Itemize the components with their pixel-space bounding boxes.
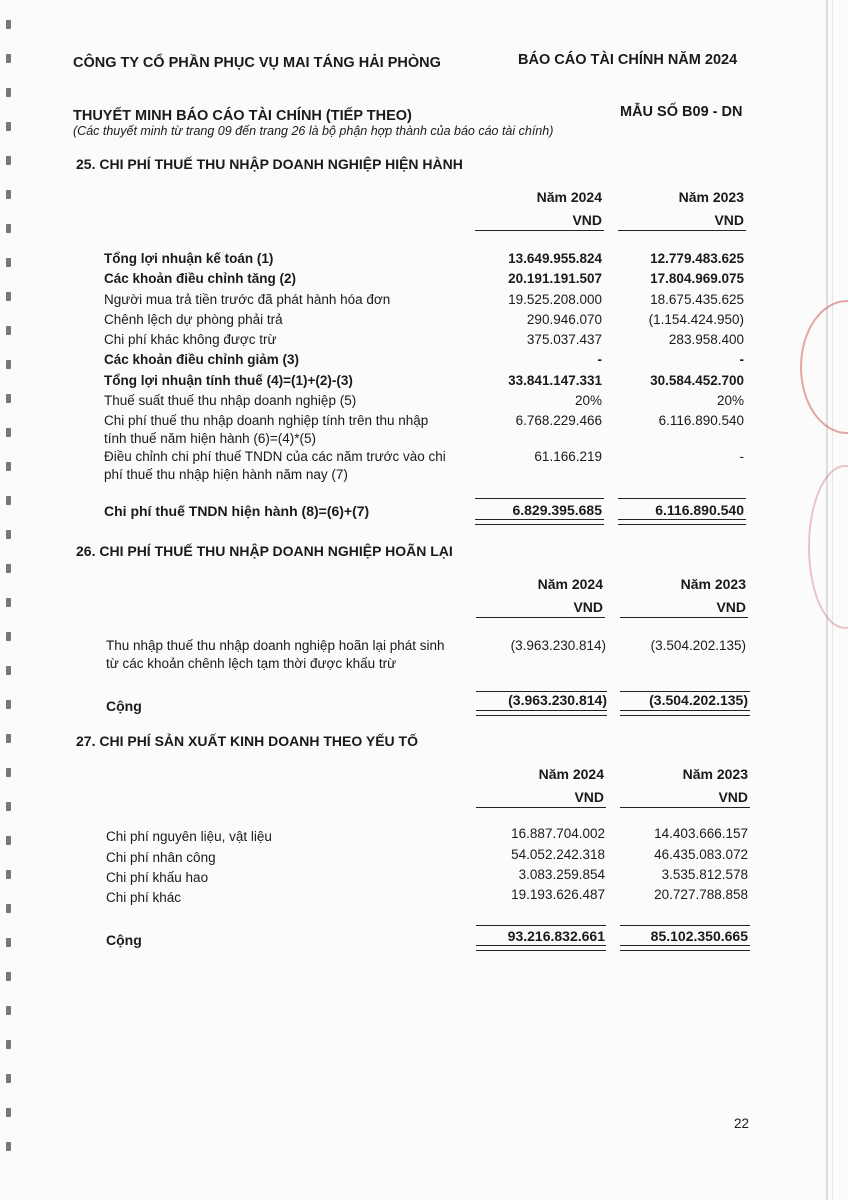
column-header-2024: Năm 2024 xyxy=(538,766,604,782)
binding-ring xyxy=(6,972,11,981)
binding-ring xyxy=(6,1074,11,1083)
binding-ring xyxy=(6,768,11,777)
column-header-2023: Năm 2023 xyxy=(682,766,748,782)
value-2023: 14.403.666.157 xyxy=(654,826,748,841)
red-seal-stamp xyxy=(808,465,848,629)
section-25-title: 25. CHI PHÍ THUẾ THU NHẬP DOANH NGHIỆP HIỆN HÀNH xyxy=(76,156,463,172)
form-number: MẪU SỐ B09 - DN xyxy=(620,104,743,120)
total-2023: 85.102.350.665 xyxy=(650,928,748,944)
value-2024: 54.052.242.318 xyxy=(511,847,605,862)
row-label: Chi phí khấu hao xyxy=(106,870,209,885)
value-2024: 19.193.626.487 xyxy=(511,887,605,902)
total-line xyxy=(476,925,606,926)
column-unit-2024: VND xyxy=(572,212,602,228)
value-2023: 20.727.788.858 xyxy=(654,887,748,902)
total-2024: 93.216.832.661 xyxy=(507,928,605,944)
binding-ring xyxy=(6,836,11,845)
total-2024: (3.963.230.814) xyxy=(508,692,607,708)
binding-ring xyxy=(6,190,11,199)
binding-ring xyxy=(6,20,11,29)
column-unit-2023: VND xyxy=(718,789,748,805)
company-name: CÔNG TY CỔ PHẦN PHỤC VỤ MAI TÁNG HẢI PHÒNG xyxy=(73,55,441,71)
value-2023: 18.675.435.625 xyxy=(650,292,744,307)
section-26-title: 26. CHI PHÍ THUẾ THU NHẬP DOANH NGHIỆP HOÃN LẠI xyxy=(76,543,453,559)
row-label: Người mua trả tiền trước đã phát hành hóa đơn xyxy=(104,292,391,307)
row-label: Chi phí khác không được trừ xyxy=(104,332,277,347)
value-2023: 30.584.452.700 xyxy=(650,373,744,388)
value-2023: 12.779.483.625 xyxy=(650,251,744,266)
binding-ring xyxy=(6,122,11,131)
binding-ring xyxy=(6,156,11,165)
binding-ring xyxy=(6,462,11,471)
binding-ring xyxy=(6,224,11,233)
value-2024: 20% xyxy=(574,393,602,408)
value-2024: (3.963.230.814) xyxy=(510,638,606,653)
value-2023: 17.804.969.075 xyxy=(650,271,744,286)
double-underline xyxy=(476,710,607,716)
row-label: tính thuế năm hiện hành (6)=(4)*(5) xyxy=(104,431,316,446)
column-header-2023: Năm 2023 xyxy=(680,576,746,592)
value-2023: (1.154.424.950) xyxy=(648,312,744,327)
red-seal-stamp xyxy=(800,300,848,434)
column-unit-2023: VND xyxy=(714,212,744,228)
total-line xyxy=(475,498,604,499)
binding-ring xyxy=(6,1006,11,1015)
column-header-2024: Năm 2024 xyxy=(537,576,603,592)
row-label: Các khoản điều chỉnh giảm (3) xyxy=(104,352,300,367)
value-2023: - xyxy=(739,449,744,464)
value-2023: 283.958.400 xyxy=(668,332,744,347)
row-label: Thu nhập thuế thu nhập doanh nghiệp hoãn lại phát sinh xyxy=(106,638,445,653)
total-2023: (3.504.202.135) xyxy=(649,692,748,708)
spiral-binding xyxy=(0,20,16,1180)
row-label: Chênh lệch dự phòng phải trả xyxy=(104,312,283,327)
double-underline xyxy=(476,945,606,951)
binding-ring xyxy=(6,326,11,335)
binding-ring xyxy=(6,938,11,947)
binding-ring xyxy=(6,292,11,301)
notes-title: THUYẾT MINH BÁO CÁO TÀI CHÍNH (TIẾP THEO) xyxy=(73,108,412,124)
row-label: phí thuế thu nhập hiện hành năm nay (7) xyxy=(104,467,348,482)
binding-ring xyxy=(6,564,11,573)
total-label: Cộng xyxy=(106,698,142,714)
column-underline xyxy=(618,230,746,231)
row-label: Các khoản điều chỉnh tăng (2) xyxy=(104,271,297,286)
value-2024: 375.037.437 xyxy=(526,332,602,347)
total-line xyxy=(618,498,746,499)
page-number: 22 xyxy=(734,1116,750,1131)
row-label: Chi phí thuế thu nhập doanh nghiệp tính trên thu nhập xyxy=(104,413,429,428)
binding-ring xyxy=(6,88,11,97)
column-underline xyxy=(475,230,604,231)
row-label: Tổng lợi nhuận kế toán (1) xyxy=(104,251,274,266)
binding-ring xyxy=(6,700,11,709)
notes-subtitle: (Các thuyết minh từ trang 09 đến trang 26 là bộ phận hợp thành của báo cáo tài chính) xyxy=(73,124,554,138)
column-unit-2024: VND xyxy=(574,789,604,805)
double-underline xyxy=(475,519,604,525)
row-label: từ các khoản chênh lệch tạm thời được khấu trừ xyxy=(106,656,397,671)
double-underline xyxy=(620,710,750,716)
value-2023: 6.116.890.540 xyxy=(658,413,744,428)
total-label: Cộng xyxy=(106,932,142,948)
column-header-2023: Năm 2023 xyxy=(678,189,744,205)
value-2024: - xyxy=(597,352,602,367)
binding-ring xyxy=(6,734,11,743)
row-label: Thuế suất thuế thu nhập doanh nghiệp (5) xyxy=(104,393,357,408)
total-2023: 6.116.890.540 xyxy=(655,502,744,518)
binding-ring xyxy=(6,904,11,913)
column-underline xyxy=(476,617,605,618)
binding-ring xyxy=(6,496,11,505)
row-label: Chi phí nhân công xyxy=(106,850,216,865)
binding-ring xyxy=(6,870,11,879)
report-title: BÁO CÁO TÀI CHÍNH NĂM 2024 xyxy=(518,52,738,68)
binding-ring xyxy=(6,666,11,675)
binding-ring xyxy=(6,632,11,641)
row-label: Điều chỉnh chi phí thuế TNDN của các năm trước vào chi xyxy=(104,449,446,464)
total-2024: 6.829.395.685 xyxy=(512,502,602,518)
value-2024: 6.768.229.466 xyxy=(515,413,602,428)
binding-ring xyxy=(6,360,11,369)
value-2024: 20.191.191.507 xyxy=(508,271,602,286)
column-underline xyxy=(476,807,606,808)
value-2024: 61.166.219 xyxy=(534,449,602,464)
value-2024: 16.887.704.002 xyxy=(511,826,605,841)
binding-ring xyxy=(6,1040,11,1049)
row-label: Chi phí nguyên liệu, vật liệu xyxy=(106,829,272,844)
binding-ring xyxy=(6,598,11,607)
value-2024: 19.525.208.000 xyxy=(508,292,602,307)
value-2024: 33.841.147.331 xyxy=(508,373,602,388)
binding-ring xyxy=(6,54,11,63)
total-line xyxy=(620,925,750,926)
binding-ring xyxy=(6,1108,11,1117)
value-2023: (3.504.202.135) xyxy=(650,638,746,653)
value-2024: 3.083.259.854 xyxy=(518,867,605,882)
column-unit-2023: VND xyxy=(716,599,746,615)
value-2023: 3.535.812.578 xyxy=(661,867,748,882)
value-2023: - xyxy=(739,352,744,367)
column-header-2024: Năm 2024 xyxy=(536,189,602,205)
value-2023: 46.435.083.072 xyxy=(654,847,748,862)
binding-ring xyxy=(6,394,11,403)
binding-ring xyxy=(6,1142,11,1151)
value-2023: 20% xyxy=(716,393,744,408)
column-underline xyxy=(620,807,750,808)
column-underline xyxy=(620,617,748,618)
binding-ring xyxy=(6,802,11,811)
value-2024: 13.649.955.824 xyxy=(508,251,602,266)
binding-ring xyxy=(6,530,11,539)
row-label: Tổng lợi nhuận tính thuế (4)=(1)+(2)-(3) xyxy=(104,373,353,388)
value-2024: 290.946.070 xyxy=(526,312,602,327)
total-label: Chi phí thuế TNDN hiện hành (8)=(6)+(7) xyxy=(104,503,370,519)
binding-ring xyxy=(6,428,11,437)
row-label: Chi phí khác xyxy=(106,890,182,905)
double-underline xyxy=(618,519,746,525)
section-27-title: 27. CHI PHÍ SẢN XUẤT KINH DOANH THEO YẾU TỐ xyxy=(76,733,419,749)
column-unit-2024: VND xyxy=(573,599,603,615)
double-underline xyxy=(620,945,750,951)
binding-ring xyxy=(6,258,11,267)
